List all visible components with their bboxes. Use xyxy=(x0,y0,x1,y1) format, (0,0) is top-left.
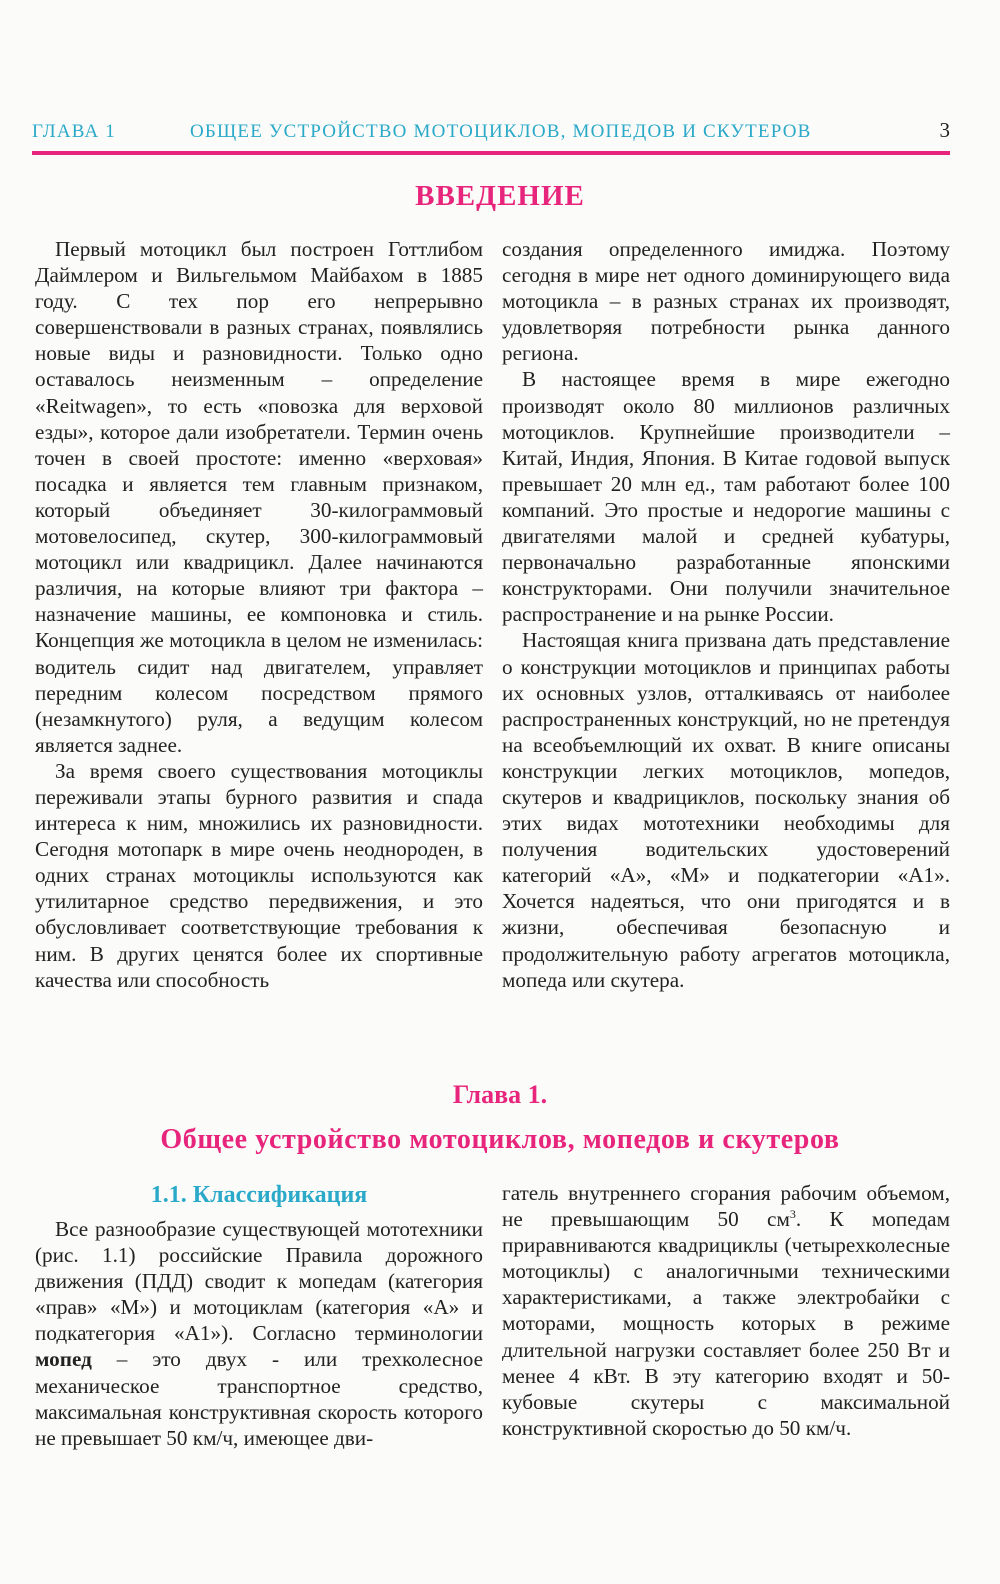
paragraph-text: . К мопедам приравниваются квадрициклы (четырехколесные мотоциклы) с аналогичными техническими характеристиками, а также электробайки с моторами, мощность которых в режиме длительной нагрузки составляет более 250 Вт и менее 4 кВт. В эту категорию входят и 50-кубовые скутеры с максимальной конструктивной скоростью до 50 км/ч. xyxy=(502,1207,950,1440)
intro-paragraph: Первый мотоцикл был построен Готтлибом Даймлером и Вильгельмом Майбахом в 1885 году. С тех пор его непрерывно совершенствовали в разных странах, появлялись новые виды и разновидности. Только одно оставалось неизменным – определение «Reitwagen», то есть «повозка для верховой езды», которое дали изобретатели. Термин очень точен в своей простоте: именно «верховая» посадка и является тем главным признаком, который объединяет 30-килограммовый мотовелосипед, скутер, 300-килограммовый мотоцикл или квадрицикл. Далее начинаются различия, на которые влияют три фактора – назначение машины, ее компоновка и стиль. Концепция же мотоцикла в целом не изменилась: водитель сидит над двигателем, управляет передним колесом посредством прямого (незамкнутого) руля, а ведущим колесом является заднее. xyxy=(35,237,483,757)
running-head-chapter: ГЛАВА 1 xyxy=(32,121,117,142)
term-moped: мопед xyxy=(35,1347,92,1372)
intro-right-column xyxy=(502,236,950,993)
paragraph-text: гатель внутреннего сгорания рабочим объемом, не превышающим 50 см xyxy=(502,1181,950,1232)
intro-columns xyxy=(35,236,950,993)
superscript-3: 3 xyxy=(789,1207,796,1222)
chapter-label: Глава 1. xyxy=(452,1080,548,1109)
intro-paragraph: создания определенного имиджа. Поэтому сегодня в мире нет одного доминирующего вида мотоцикла – в разных странах их производят, удовлетворяя потребности рынка данного региона. xyxy=(502,237,950,366)
running-head xyxy=(32,118,950,143)
section-paragraph xyxy=(502,1180,950,1441)
section-columns xyxy=(35,1180,950,1451)
running-head-title: ОБЩЕЕ УСТРОЙСТВО МОТОЦИКЛОВ, МОПЕДОВ И СКУТЕРОВ xyxy=(190,121,812,142)
intro-paragraph: Настоящая книга призвана дать представление о конструкции мотоциклов и принципах работы их основных узлов, отталкиваясь от наиболее распространенных конструкций, но не претендуя на всеобъемлющий их охват. В книге описаны конструкции легких мотоциклов, мопедов, скутеров и квадрициклов, поскольку знания об этих видах мототехники необходимы для получения водительских удостоверений категорий «А», «М» и подкатегории «А1». Хочется надеяться, что они пригодятся и в жизни, обеспечивая безопасную и продолжительную работу агрегатов мотоцикла, мопеда или скутера. xyxy=(502,628,950,992)
page-number: 3 xyxy=(939,118,950,142)
intro-title: ВВЕДЕНИЕ xyxy=(415,180,585,212)
intro-paragraph: В настоящее время в мире ежегодно производят около 80 миллионов различных мотоциклов. Крупнейшие производители – Китай, Индия, Япония. В Китае годовой выпуск превышает 20 млн ед., там работают более 100 компаний. Это простые и недорогие машины с двигателями малой и средней кубатуры, первоначально разработанные японскими конструкторами. Они получили значительное распространение и на рынке России. xyxy=(502,367,950,627)
chapter-title: Общее устройство мотоциклов, мопедов и скутеров xyxy=(160,1124,840,1155)
paragraph-text: Все разнообразие существующей мототехники (рис. 1.1) российские Правила дорожного движения (ПДД) сводит к мопедам (категория «прав» «М») и мотоциклам (категория «А» и подкатегория «А1»). Согласно терминологии xyxy=(35,1217,483,1346)
section-right-column xyxy=(502,1180,950,1451)
intro-paragraph: За время своего существования мотоциклы переживали этапы бурного развития и спада интереса к ним, множились их разновидности. Сегодня мотопарк в мире очень неоднороден, в одних странах мотоциклы используются как утилитарное средство передвижения, и это обусловливает соответствующие требования к ним. В других ценятся более их спортивные качества или способность xyxy=(35,758,483,992)
section-title: 1.1. Классификация xyxy=(150,1182,368,1208)
intro-left-column xyxy=(35,236,483,993)
section-left-column xyxy=(35,1180,483,1451)
header-rule xyxy=(32,151,950,155)
section-paragraph xyxy=(35,1216,483,1451)
paragraph-text: – это двух - или трехколесное механическое транспортное средство, максимальная конструктивная скорость которого не превышает 50 км/ч, имеющее дви- xyxy=(35,1347,483,1450)
